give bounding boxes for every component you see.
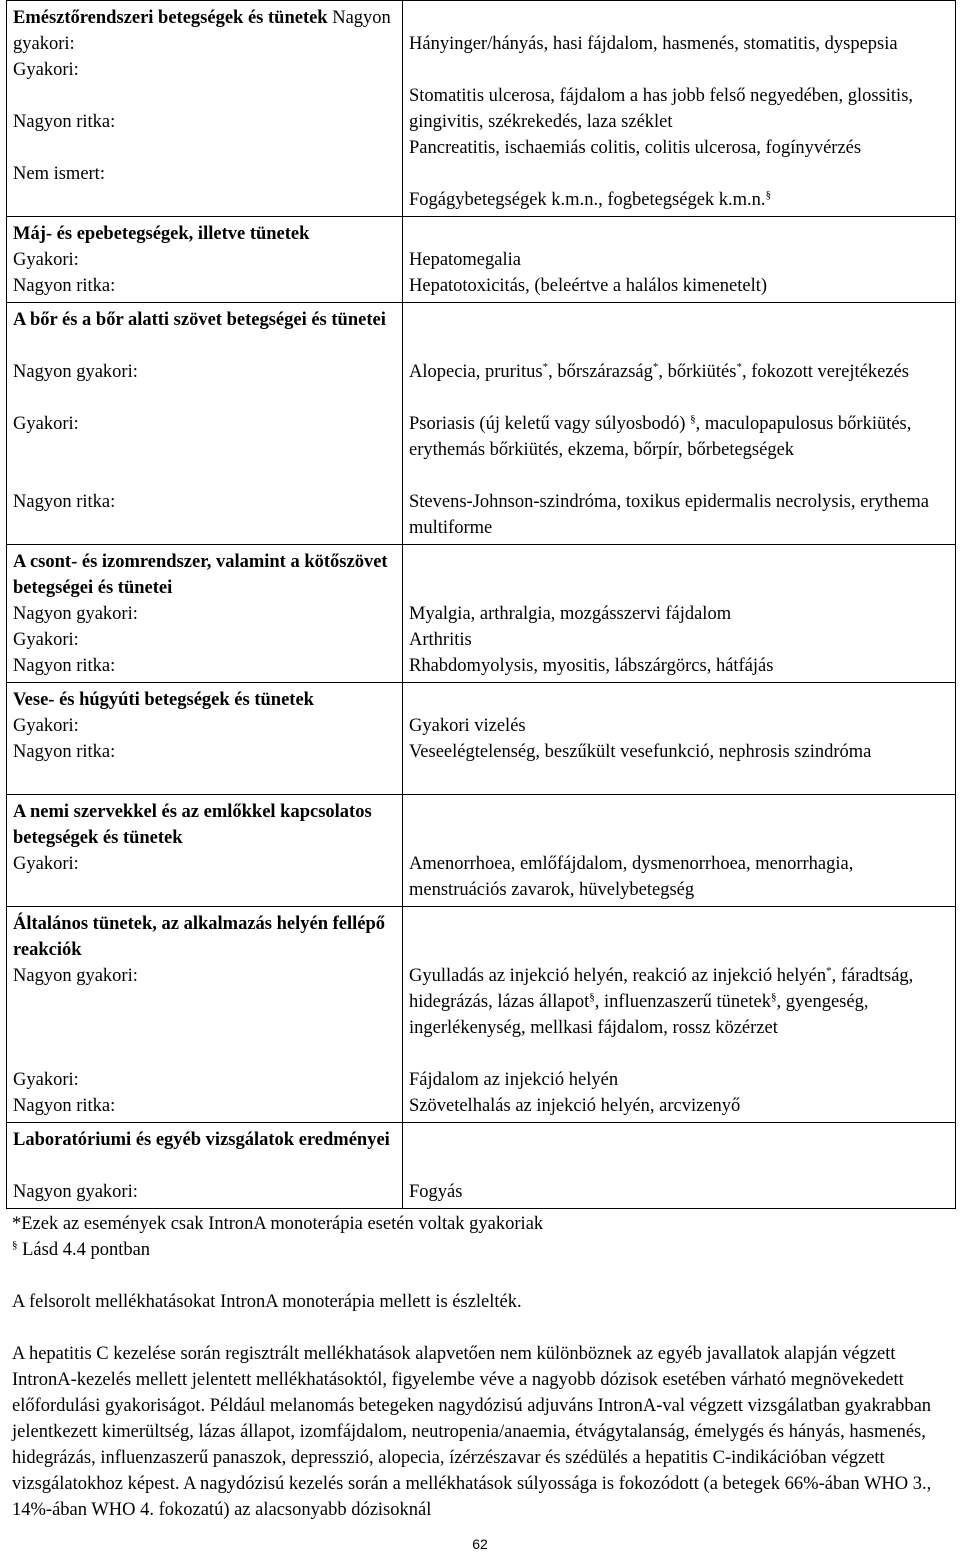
soc-cell [7,907,403,1123]
effect-text: Fájdalom az injekció helyén [409,1070,619,1090]
effects-cell [403,1123,956,1209]
section-mark: § [770,990,777,1003]
soc-heading: Vese- és húgyúti betegségek és tünetek [13,690,314,710]
footnote-section: § Lásd 4.4 pontban [12,1238,151,1260]
effects-cell: Gyulladás az injekció helyén, reakció az injekció helyén*, fáradtság, hidegrázás, lázas állapot§, influenzaszerű tünetek§, gyengeség, ingerlékenység, mellkasi fájdalom, rossz közérzet Fájdalom az injekció helyén Szövetelhalás az injekció helyén, arcvizenyő [403,907,956,1123]
adverse-effects-table [6,0,956,1209]
effects-cell: Alopecia, pruritus*, bőrszárazság*, bőrkiütés*, fokozott verejtékezés Psoriasis (új keletű vagy súlyosbodó) §, maculopapulosus bőrkiütés, erythemás bőrkiütés, ekzema, bőrpír, bőrbetegségek Stevens-Johnson-szindróma, toxikus epidermalis necrolysis, erythema multiforme [403,303,956,545]
soc-cell [7,795,403,907]
footnote-star: *Ezek az események csak IntronA monoterápia esetén voltak gyakoriak [12,1214,544,1234]
table-row [7,303,956,545]
soc-heading: A csont- és izomrendszer, valamint a kötőszövet betegségei és tünetei [13,552,388,598]
effects-cell [403,795,956,907]
frequency-label: Nagyon gyakori: [13,966,138,986]
paragraph: A hepatitis C kezelése során regisztrált mellékhatások alapvetően nem különböznek az egyéb javallatok alapján végzett IntronA-kezelés mellett jelentett mellékhatásoktól, figyelembe véve a nagyobb dózisok esetében várható megnövekedett előfordulási gyakoriságot. Például melanomás betegeken nagydózisú adjuváns IntronA-val végzett vizsgálatban gyakrabban jelentkezett kimerültség, lázas állapot, izomfájdalom, neutropenia/anaemia, étvágytalanság, émelygés és hányás, hasmenés, hidegrázás, influenzaszerű panaszok, depresszió, alopecia, ízérzészavar és szédülés a hepatitis C-indikációban végzett vizsgálatokhoz képest. A nagydózisú kezelés során a mellékhatások súlyossága is fokozódott (a betegek 66%-ában WHO 3., 14%-ában WHO 4. fokozatú) az alacsonyabb dózisoknál [12,1344,932,1520]
soc-heading: A nemi szervekkel és az emlőkkel kapcsolatos betegségek és tünetek [13,802,372,848]
effect-text: Veseelégtelenség, beszűkült vesefunkció, nephrosis szindróma [409,742,872,762]
frequency-label: Nagyon ritka: [13,492,116,512]
effect-text: Arthritis [409,630,472,650]
frequency-label: Gyakori: [13,1070,79,1090]
soc-heading: Emésztőrendszeri betegségek és tünetek [13,8,328,28]
effect-text: Stevens-Johnson-szindróma, toxikus epidermalis necrolysis, erythema multiforme [409,492,929,538]
frequency-label: Gyakori: [13,716,79,736]
soc-heading: Máj- és epebetegségek, illetve tünetek [13,224,310,244]
frequency-label: Gyakori: [13,630,79,650]
frequency-label: Nagyon ritka: [13,112,116,132]
table-row [7,1123,956,1209]
frequency-label: Gyakori: [13,414,79,434]
frequency-label: Nem ismert: [13,164,105,184]
frequency-label: Nagyon gyakori: [13,8,391,54]
soc-cell [7,1,403,217]
document-page [6,0,956,1523]
frequency-label: Nagyon ritka: [13,1096,116,1116]
table-row [7,217,956,303]
effect-text: Hányinger/hányás, hasi fájdalom, hasmenés, stomatitis, dyspepsia [409,34,898,54]
soc-cell [7,1123,403,1209]
effects-cell [403,545,956,683]
table-row [7,545,956,683]
table-row [7,795,956,907]
frequency-label: Nagyon gyakori: [13,1182,138,1202]
frequency-label: Nagyon gyakori: [13,604,138,624]
effects-cell [403,1,956,217]
effect-text: Myalgia, arthralgia, mozgásszervi fájdalom [409,604,732,624]
table-row [7,683,956,795]
soc-cell [7,683,403,795]
effect-text: Rhabdomyolysis, myositis, lábszárgörcs, hátfájás [409,656,774,676]
effect-text: Amenorrhoea, emlőfájdalom, dysmenorrhoea, menorrhagia, menstruációs zavarok, hüvelybetegség [409,854,854,900]
soc-cell [7,545,403,683]
effect-text: Stomatitis ulcerosa, fájdalom a has jobb felső negyedében, glossitis, gingivitis, székrekedés, laza széklet [409,86,914,132]
frequency-label: Nagyon ritka: [13,656,116,676]
table-row [7,907,956,1123]
effect-text: Fogyás [409,1182,463,1202]
effect-text: Pancreatitis, ischaemiás colitis, colitis ulcerosa, fogínyvérzés [409,138,862,158]
effect-text: Szövetelhalás az injekció helyén, arcvizenyő [409,1096,741,1116]
star-mark: * [542,360,549,373]
paragraph: A felsorolt mellékhatásokat IntronA monoterápia mellett is észlelték. [12,1292,522,1312]
effects-cell [403,683,956,795]
section-mark: § [12,1238,18,1251]
soc-cell [7,217,403,303]
star-mark: * [826,964,832,977]
frequency-label: Gyakori: [13,250,79,270]
frequency-label: Gyakori: [13,854,79,874]
effects-cell [403,217,956,303]
effect-text: Hepatomegalia [409,250,521,270]
soc-cell [7,303,403,545]
star-mark: * [736,360,742,373]
section-mark: § [690,412,696,425]
table-row [7,1,956,217]
frequency-label: Nagyon ritka: [13,742,116,762]
frequency-label: Nagyon ritka: [13,276,116,296]
section-mark: § [765,188,772,201]
soc-heading: A bőr és a bőr alatti szövet betegségei és tünetei [13,310,386,330]
star-mark: * [652,360,659,373]
effect-text: Hepatotoxicitás, (beleértve a halálos kimenetelt) [409,276,768,296]
frequency-label: Gyakori: [13,60,79,80]
page-number: 62 [472,1536,488,1552]
soc-heading: Laboratóriumi és egyéb vizsgálatok eredményei [13,1130,390,1150]
effect-text: Fogágybetegségek k.m.n., fogbetegségek k.m.n. [409,190,766,210]
frequency-label: Nagyon gyakori: [13,362,138,382]
soc-heading: Általános tünetek, az alkalmazás helyén fellépő reakciók [13,914,386,960]
section-mark: § [589,990,595,1003]
effect-text: Gyakori vizelés [409,716,526,736]
